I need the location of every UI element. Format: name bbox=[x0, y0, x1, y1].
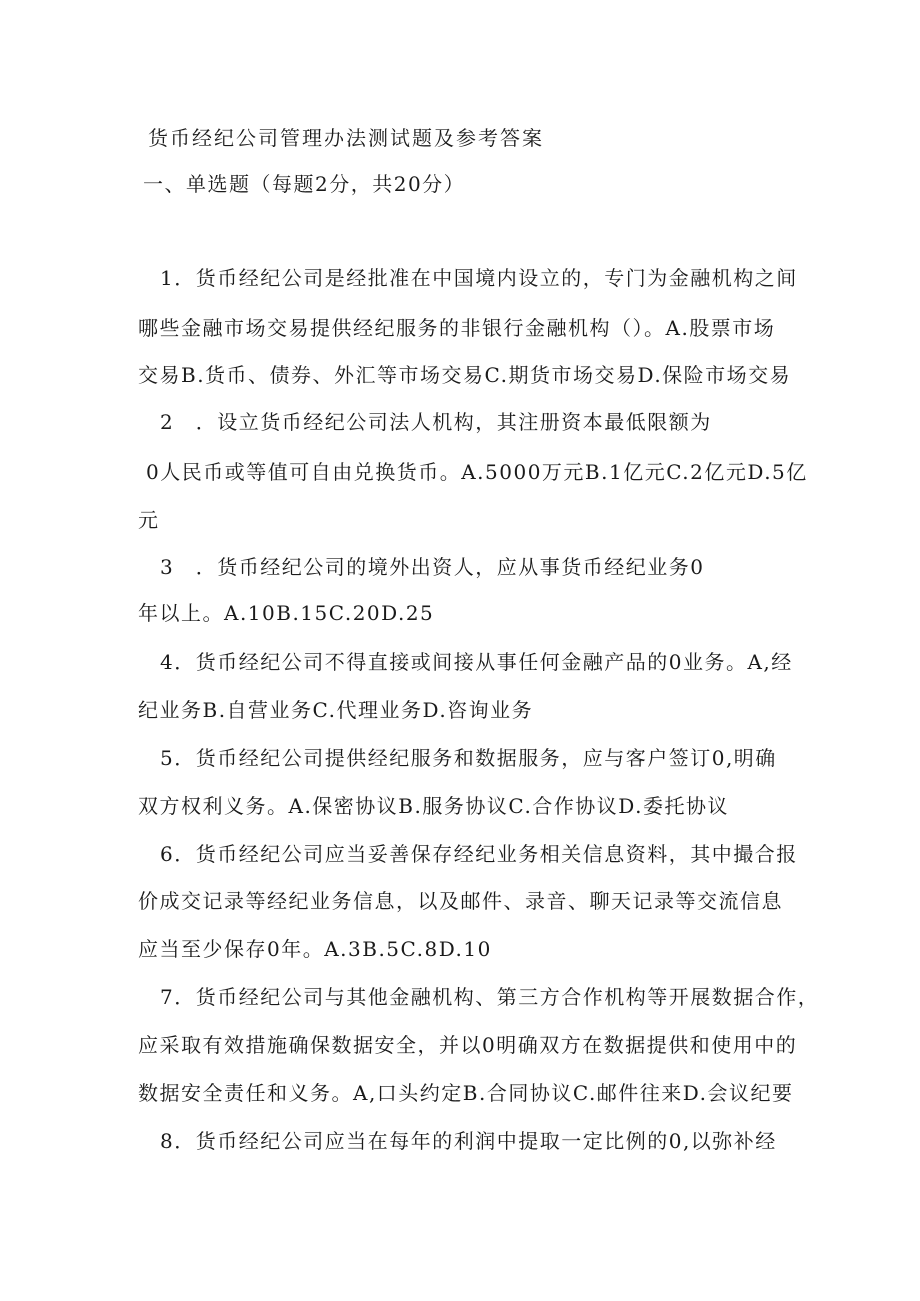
text-line: 价成交记录等经纪业务信息，以及邮件、录音、聊天记录等交流信息 bbox=[138, 889, 783, 913]
text-line: 应采取有效措施确保数据安全，并以0明确双方在数据提供和使用中的 bbox=[138, 1033, 798, 1057]
text-line: 1．货币经纪公司是经批准在中国境内设立的，专门为金融机构之间 bbox=[160, 266, 798, 290]
text-line: 3 ．货币经纪公司的境外出资人，应从事货币经纪业务0 bbox=[160, 555, 705, 579]
text-line: 哪些金融市场交易提供经纪服务的非银行金融机构（）。A.股票市场 bbox=[138, 316, 776, 340]
text-line: 4．货币经纪公司不得直接或间接从事任何金融产品的0业务。A,经 bbox=[160, 650, 793, 674]
text-line: 交易B.货币、债券、外汇等市场交易C.期货市场交易D.保险市场交易 bbox=[138, 363, 792, 387]
text-line: 应当至少保存0年。A.3B.5C.8D.10 bbox=[138, 937, 492, 961]
section-heading: 一、单选题（每题2分，共20分） bbox=[143, 172, 466, 196]
text-line: 8．货币经纪公司应当在每年的利润中提取一定比例的0,以弥补经 bbox=[160, 1129, 777, 1153]
text-line: 5．货币经纪公司提供经纪服务和数据服务，应与客户签订0,明确 bbox=[160, 746, 777, 770]
text-line: 6．货币经纪公司应当妥善保存经纪业务相关信息资料，其中撮合报 bbox=[160, 842, 798, 866]
text-line: 2 ．设立货币经纪公司法人机构，其注册资本最低限额为 bbox=[160, 410, 712, 434]
text-line: 双方权利义务。A.保密协议B.服务协议C.合作协议D.委托协议 bbox=[138, 794, 729, 818]
text-line: 元 bbox=[138, 508, 160, 532]
text-line: 7．货币经纪公司与其他金融机构、第三方合作机构等开展数据合作， bbox=[160, 985, 820, 1009]
document-title: 货币经纪公司管理办法测试题及参考答案 bbox=[148, 126, 544, 150]
text-line: 纪业务B.自营业务C.代理业务D.咨询业务 bbox=[138, 698, 534, 722]
text-line: 0人民币或等值可自由兑换货币。A.5000万元B.1亿元C.2亿元D.5亿 bbox=[146, 460, 808, 484]
text-line: 年以上。A.10B.15C.20D.25 bbox=[138, 601, 435, 625]
text-line: 数据安全责任和义务。A,口头约定B.合同协议C.邮件往来D.会议纪要 bbox=[138, 1081, 794, 1105]
